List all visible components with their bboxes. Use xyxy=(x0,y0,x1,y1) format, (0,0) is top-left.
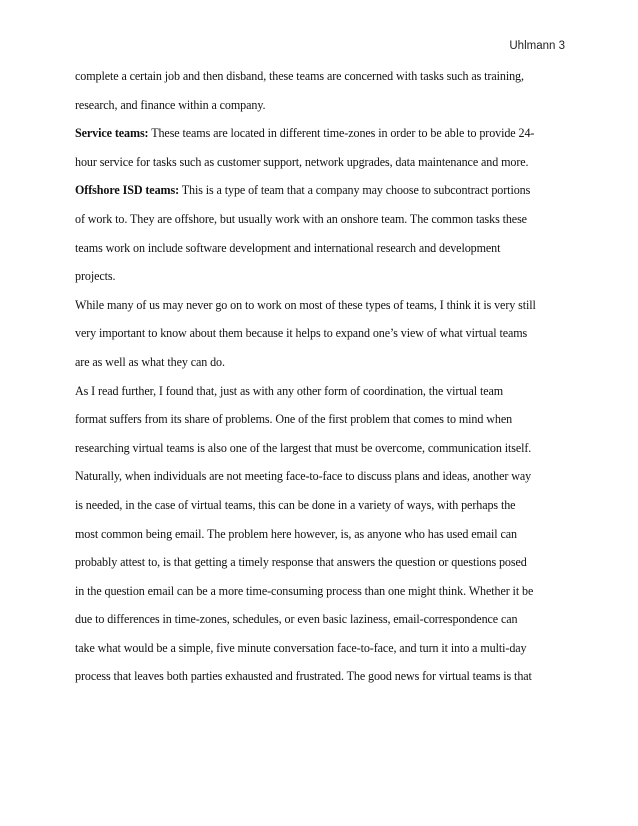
text-line: very important to know about them because it helps to expand one’s view of what virtual teams xyxy=(75,326,528,341)
text-line: take what would be a simple, five minute conversation face-to-face, and turn it into a multi-day xyxy=(75,640,527,655)
text-line: most common being email. The problem here however, is, as anyone who has used email can xyxy=(75,526,517,541)
paragraph xyxy=(75,377,570,692)
text-line: of work to. They are offshore, but usually work with an onshore team. The common tasks these xyxy=(75,211,527,226)
text-run: These teams are located in different time-zones in order to be able to provide 24- xyxy=(148,126,535,141)
text-line xyxy=(75,176,570,205)
text-run: This is a type of team that a company may choose to subcontract portions xyxy=(179,183,531,198)
text-line: format suffers from its share of problems. One of the first problem that comes to mind when xyxy=(75,412,513,427)
text-line: due to differences in time-zones, schedules, or even basic laziness, email-correspondence can xyxy=(75,612,518,627)
paragraph xyxy=(75,62,570,119)
paragraph xyxy=(75,119,570,176)
text-line: As I read further, I found that, just as with any other form of coordination, the virtual team xyxy=(75,383,504,398)
text-line: probably attest to, is that getting a timely response that answers the question or questions posed xyxy=(75,555,527,570)
text-line: projects. xyxy=(75,269,116,284)
text-line: researching virtual teams is also one of the largest that must be overcome, communication itself. xyxy=(75,440,532,455)
text-line: Naturally, when individuals are not meeting face-to-face to discuss plans and ideas, another way xyxy=(75,469,532,484)
text-line: process that leaves both parties exhausted and frustrated. The good news for virtual teams is that xyxy=(75,669,532,684)
text-line: hour service for tasks such as customer support, network upgrades, data maintenance and more. xyxy=(75,154,529,169)
text-line: complete a certain job and then disband, these teams are concerned with tasks such as training, xyxy=(75,69,524,83)
paragraph xyxy=(75,176,570,290)
text-line: are as well as what they can do. xyxy=(75,354,225,369)
running-head: Uhlmann 3 xyxy=(509,40,565,52)
term-heading: Service teams: xyxy=(75,126,149,141)
term-heading: Offshore ISD teams: xyxy=(75,183,180,198)
text-line: is needed, in the case of virtual teams, this can be done in a variety of ways, with perhaps the xyxy=(75,497,516,512)
text-line xyxy=(75,119,570,148)
document-body xyxy=(75,62,570,691)
text-line: teams work on include software development and international research and development xyxy=(75,240,501,255)
text-line: in the question email can be a more time-consuming process than one might think. Whether it be xyxy=(75,583,534,598)
text-line: research, and finance within a company. xyxy=(75,97,266,112)
text-line: While many of us may never go on to work on most of these types of teams, I think it is very still xyxy=(75,297,536,312)
paragraph xyxy=(75,291,570,377)
